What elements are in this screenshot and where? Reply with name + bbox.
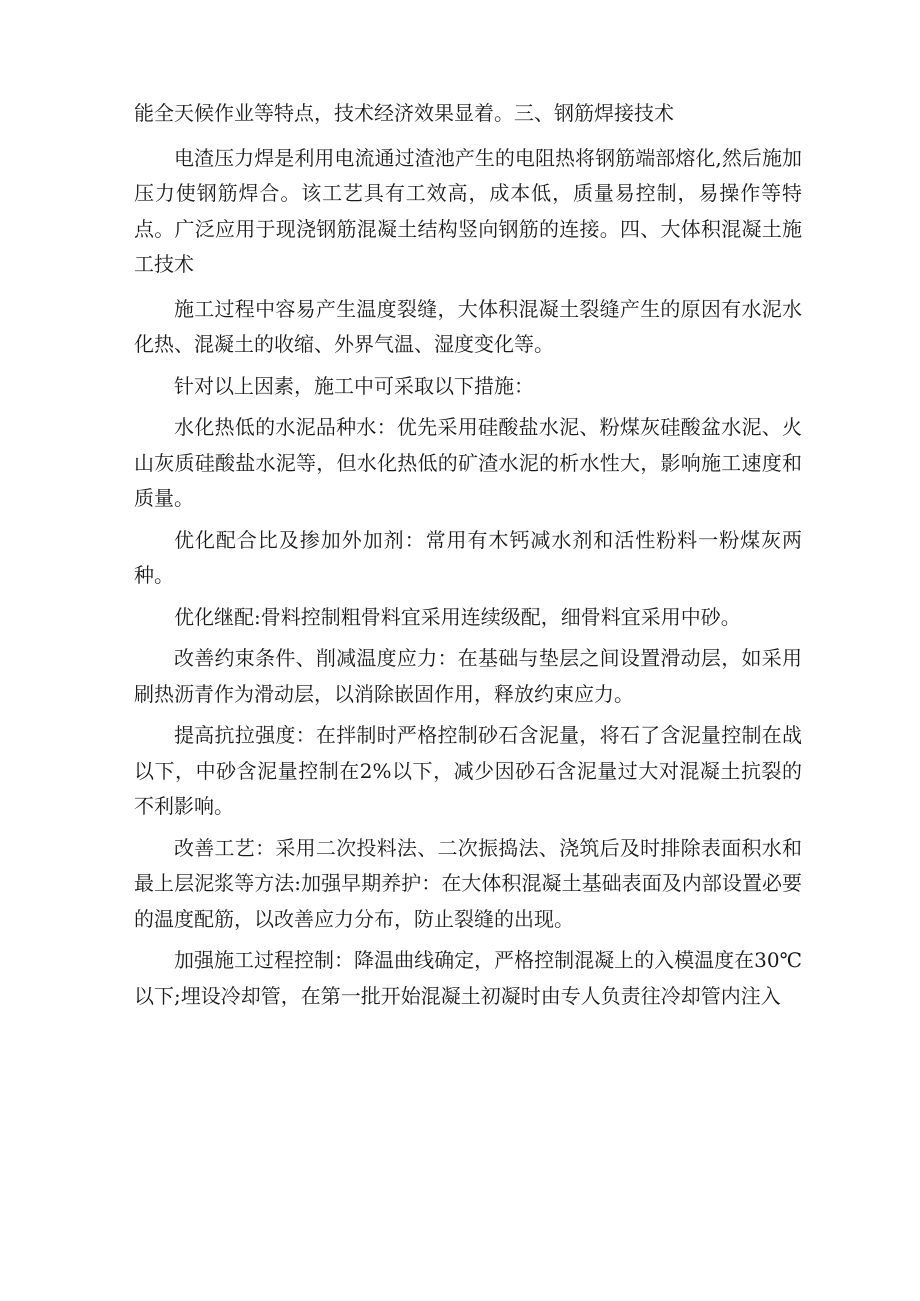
paragraph-10: 改善工艺：采用二次投料法、二次振捣法、浇筑后及时排除表面积水和最上层泥浆等方法:加强早期养护：在大体积混凝土基础表面及内部设置必要的温度配筋，以改善应力分布，防止裂缝的出现。 bbox=[134, 835, 802, 931]
paragraph-9: 提高抗拉强度：在拌制时严格控制砂石含泥量，将石了含泥量控制在战以下，中砂含泥量控制在2%以下，减少因砂石含泥量过大对混凝土抗裂的不利影响。 bbox=[134, 723, 802, 818]
paragraph-11: 加强施工过程控制：降温曲线确定，严格控制混凝上的入模温度在30℃以下;埋设冷却管，在第一批开始混凝土初凝时由专人负责往冷却管内注入 bbox=[134, 948, 802, 1008]
paragraph-8: 改善约束条件、削减温度应力：在基础与垫层之间设置滑动层，如采用刷热沥青作为滑动层，以消除嵌固作用，释放约束应力。 bbox=[134, 646, 802, 706]
paragraph-1: 能全天候作业等特点，技术经济效果显着。三、钢筋焊接技术 bbox=[134, 101, 674, 125]
paragraph-4: 针对以上因素，施工中可采取以下措施： bbox=[174, 373, 534, 398]
paragraph-2: 电渣压力焊是利用电流通过渣池产生的电阻热将钢筋端部熔化,然后施加压力使钢筋焊合。该工艺具有工效高，成本低，质量易控制，易操作等特点。广泛应用于现浇钢筋混凝土结构竖向钢筋的连接。四、大体积混凝土施工技术 bbox=[134, 145, 802, 276]
document-body bbox=[134, 96, 802, 1014]
paragraph-7: 优化继配:骨料控制粗骨料宜采用连续级配，细骨料宜采用中砂。 bbox=[174, 604, 741, 629]
paragraph-6: 优化配合比及掺加外加剂：常用有木钙减水剂和活性粉料一粉煤灰两种。 bbox=[134, 527, 802, 587]
paragraph-3: 施工过程中容易产生温度裂缝，大体积混凝土裂缝产生的原因有水泥水化热、混凝土的收缩、外界气温、湿度变化等。 bbox=[134, 296, 802, 356]
paragraph-5: 水化热低的水泥品种水：优先采用硅酸盐水泥、粉煤灰硅酸盆水泥、火山灰质硅酸盐水泥等，但水化热低的矿渣水泥的析水性大，影响施工速度和质量。 bbox=[134, 415, 802, 510]
